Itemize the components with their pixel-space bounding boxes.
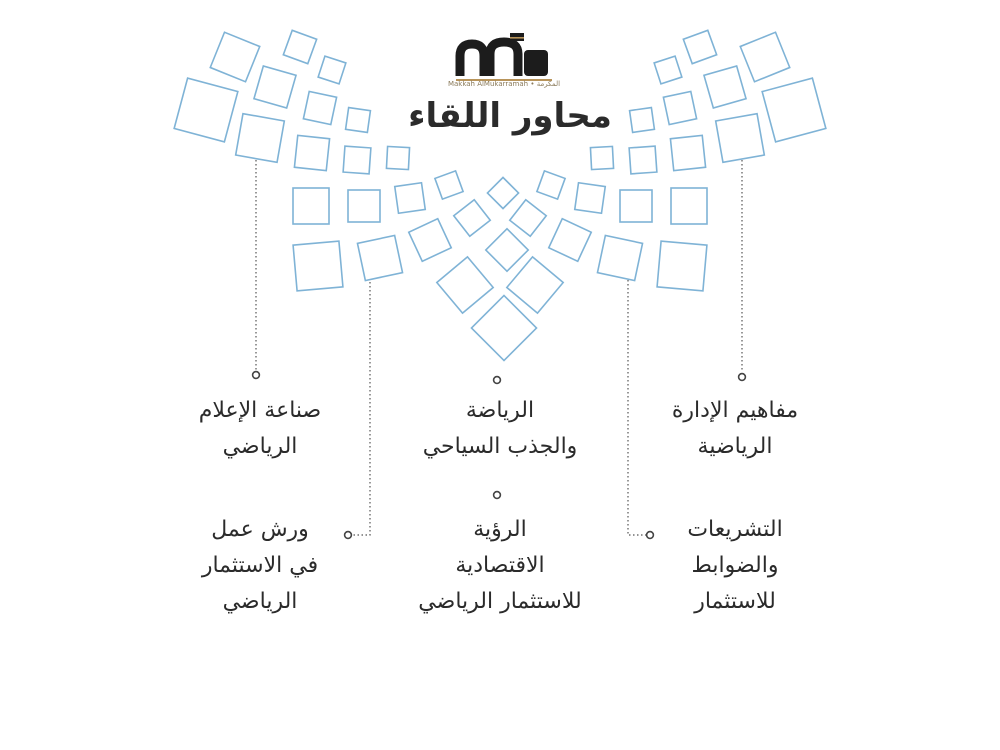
decorative-square bbox=[318, 56, 346, 84]
decorative-square bbox=[435, 171, 463, 199]
decorative-square bbox=[590, 146, 613, 169]
decorative-square bbox=[537, 171, 565, 199]
topic-line: للاستثمار bbox=[694, 589, 776, 614]
topic-line: للاستثمار الرياضي bbox=[418, 589, 582, 614]
topic-line: والجذب السياحي bbox=[422, 434, 578, 459]
topic-sports-management bbox=[640, 393, 830, 465]
decorative-square bbox=[357, 235, 402, 280]
topic-economic-vision bbox=[395, 512, 605, 620]
topic-line: الرؤية bbox=[473, 517, 527, 542]
decorative-square bbox=[597, 235, 642, 280]
decorative-square bbox=[236, 114, 285, 163]
decorative-square bbox=[620, 190, 652, 222]
topic-line: الرياضية bbox=[697, 434, 773, 459]
decorative-square bbox=[409, 219, 452, 262]
topic-line: الرياضي bbox=[222, 434, 298, 459]
decorative-square bbox=[663, 91, 696, 124]
connector-line-workshops bbox=[352, 282, 370, 535]
topic-sports-tourism bbox=[395, 393, 605, 465]
topic-sports-media bbox=[170, 393, 350, 465]
decorative-square bbox=[348, 190, 380, 222]
decorative-square bbox=[762, 78, 826, 142]
decorative-square bbox=[454, 200, 490, 236]
decorative-square bbox=[683, 30, 716, 63]
decorative-square bbox=[657, 241, 707, 291]
topic-line: ورش عمل bbox=[211, 517, 309, 542]
connector-dot-vision bbox=[494, 492, 501, 499]
topic-investment-legislation bbox=[640, 512, 830, 620]
topic-line: الاقتصادية bbox=[455, 553, 545, 578]
decorative-square bbox=[294, 135, 329, 170]
decorative-square bbox=[671, 188, 707, 224]
topic-line: والضوابط bbox=[691, 553, 779, 578]
topic-line: الرياضي bbox=[222, 589, 298, 614]
decorative-square bbox=[507, 257, 563, 313]
decorative-square bbox=[704, 66, 746, 108]
topic-line: في الاستثمار bbox=[201, 553, 319, 578]
logo-subtitle: Makkah AlMukarramah • المكرمة bbox=[447, 80, 561, 88]
decorative-square bbox=[486, 229, 528, 271]
decorative-square bbox=[293, 188, 329, 224]
decorative-square bbox=[293, 241, 343, 291]
connector-dot-management bbox=[739, 374, 746, 381]
decorative-square bbox=[740, 32, 789, 81]
decorative-square bbox=[303, 91, 336, 124]
decorative-square bbox=[395, 183, 425, 213]
page-title: محاور اللقاء bbox=[408, 96, 612, 136]
decorative-square bbox=[549, 219, 592, 262]
decorative-square bbox=[629, 146, 657, 174]
topic-line: الرياضة bbox=[465, 398, 535, 423]
decorative-square bbox=[254, 66, 296, 108]
decorative-square bbox=[575, 183, 605, 213]
topic-line: مفاهيم الإدارة bbox=[671, 398, 799, 423]
decorative-square bbox=[437, 257, 493, 313]
decorative-square bbox=[670, 135, 705, 170]
decorative-square bbox=[174, 78, 238, 142]
decorative-square bbox=[283, 30, 316, 63]
decorative-square bbox=[654, 56, 682, 84]
decorative-square bbox=[343, 146, 371, 174]
connector-dot-media bbox=[253, 372, 260, 379]
connector-dot-tourism bbox=[494, 377, 501, 384]
topic-line: صناعة الإعلام bbox=[198, 398, 322, 423]
decorative-square bbox=[487, 177, 518, 208]
decorative-square bbox=[386, 146, 409, 169]
topic-investment-workshops bbox=[170, 512, 350, 620]
decorative-square bbox=[210, 32, 259, 81]
topic-line: التشريعات bbox=[687, 517, 783, 542]
decorative-square bbox=[716, 114, 765, 163]
decorative-square bbox=[510, 200, 546, 236]
